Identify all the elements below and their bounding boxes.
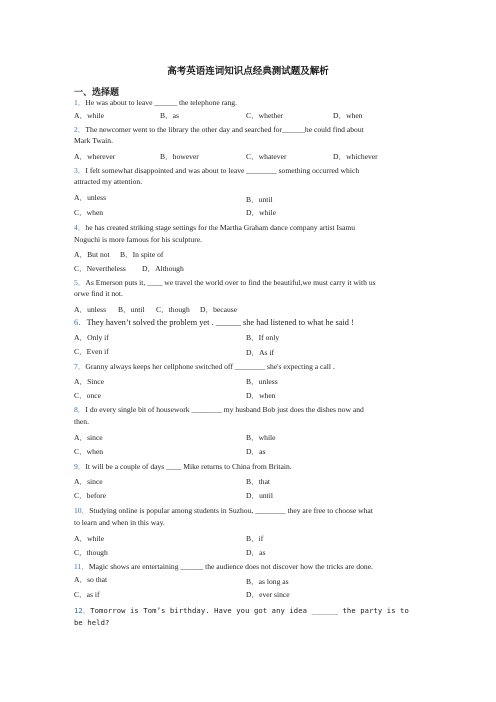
question-text-continued: Noguchi is more famous for his sculpture. [74,235,203,244]
question-4 [74,223,355,233]
question-number: 8． [74,405,86,414]
option-a[interactable]: A．while [74,111,104,120]
question-text: It will be a couple of days ____ Mike returns to China from Britain. [85,462,292,471]
question-number: 2． [74,125,86,134]
question-number: 5． [74,278,86,287]
question-text-continued: attracted my attention. [74,177,143,186]
question-number: 12． [74,606,91,615]
question-number: 9． [74,462,86,471]
question-text: Tomorrow is Tom’s birthday. Have you got any idea ______ the party is to [90,606,409,615]
option-d[interactable]: D．whichever [333,152,378,161]
option-c[interactable]: C．though [156,305,190,314]
question-3 [74,166,359,176]
question-text: As Emerson puts it, ____ we travel the world over to find the beautiful,we must carry it with us [85,278,376,287]
question-text-continued: then. [74,417,89,426]
option-d[interactable]: D．because [200,305,238,314]
question-1 [74,98,237,108]
document-title: 高考英语连词知识点经典测试题及解析 [167,66,329,77]
option-b[interactable]: B．if [246,534,264,543]
question-text: Magic shows are entertaining ______ the audience does not discover how the tricks are done. [88,562,373,571]
section-heading: 一、选择题 [74,88,120,98]
option-c[interactable]: C．Even if [74,347,109,356]
option-d[interactable]: D．when [246,391,276,400]
question-9 [74,462,292,472]
option-d[interactable]: D．as [246,548,266,557]
question-5 [74,278,376,288]
question-12 [74,606,409,616]
question-8 [74,405,364,415]
option-b[interactable]: B．unless [246,377,278,386]
option-b[interactable]: B．until [246,195,273,204]
question-6 [74,318,354,328]
question-text: I do every single bit of housework ________ my husband Bob just does the dishes now and [85,405,364,414]
option-d[interactable]: D．as [246,447,266,456]
question-text-continued: orwe find it not. [74,289,123,298]
option-b[interactable]: B．however [160,152,199,161]
option-d[interactable]: D．while [246,208,276,217]
option-d[interactable]: D．ever since [246,590,290,599]
question-text: he has created striking stage settings for the Martha Graham dance company artist Isamu [85,223,356,232]
option-c[interactable]: C．whatever [246,152,287,161]
option-c[interactable]: C．though [74,548,108,557]
question-text-continued: be held? [74,618,110,627]
question-number: 1． [74,98,86,107]
question-text: The newcomer went to the library the other day and searched for______he could find about [85,125,364,134]
question-text: He was about to leave ______ the telephone rang. [85,98,238,107]
option-b[interactable]: B．If only [246,333,280,342]
question-text-continued: to learn and when in this way. [74,518,165,527]
option-c[interactable]: C．when [74,208,104,217]
option-d[interactable]: D．Although [142,264,184,273]
option-b[interactable]: B．as long as [246,577,289,586]
option-a[interactable]: A．But not [74,250,110,259]
option-a[interactable]: A．unless [74,305,107,314]
question-text: They haven’t solved the problem yet . ______ she had listened to what he said ! [86,318,354,327]
option-b[interactable]: B．while [246,433,276,442]
option-a[interactable]: A．since [74,433,103,442]
option-c[interactable]: C．whether [246,111,284,120]
option-a[interactable]: A．since [74,477,103,486]
option-c[interactable]: C．when [74,447,104,456]
question-number: 10． [74,506,90,515]
question-2 [74,125,364,135]
option-a[interactable]: A．while [74,534,104,543]
question-11 [74,562,373,572]
question-text: Granny always keeps her cellphone switched off ________ she's expecting a call . [85,362,335,371]
option-b[interactable]: B．that [246,477,271,486]
option-a[interactable]: A．Since [74,377,104,386]
option-d[interactable]: D．As if [246,348,275,357]
option-a[interactable]: A．so that [74,575,108,584]
option-a[interactable]: A．unless [74,193,107,202]
question-text-continued: Mark Twain. [74,136,113,145]
option-b[interactable]: B．as [160,111,179,120]
question-10 [74,506,373,516]
question-number: 3． [74,166,86,175]
option-c[interactable]: C．once [74,391,101,400]
option-c[interactable]: C．before [74,491,107,500]
question-number: 11． [74,562,89,571]
option-c[interactable]: C．as if [74,590,100,599]
option-d[interactable]: D．until [246,491,274,500]
option-d[interactable]: D．when [333,111,363,120]
question-number: 6． [74,318,87,327]
option-b[interactable]: B．In spite of [120,250,164,259]
question-text: Studying online is popular among students in Suzhou, ________ they are free to choose what [89,506,373,515]
option-a[interactable]: A．wherever [74,152,116,161]
question-number: 7． [74,362,86,371]
option-b[interactable]: B．until [118,305,145,314]
question-text: I felt somewhat disappointed and was about to leave ________ something occurred which [85,166,360,175]
question-number: 4． [74,223,86,232]
option-a[interactable]: A．Only if [74,333,109,342]
question-7 [74,362,335,372]
option-c[interactable]: C．Nevertheless [74,264,126,273]
